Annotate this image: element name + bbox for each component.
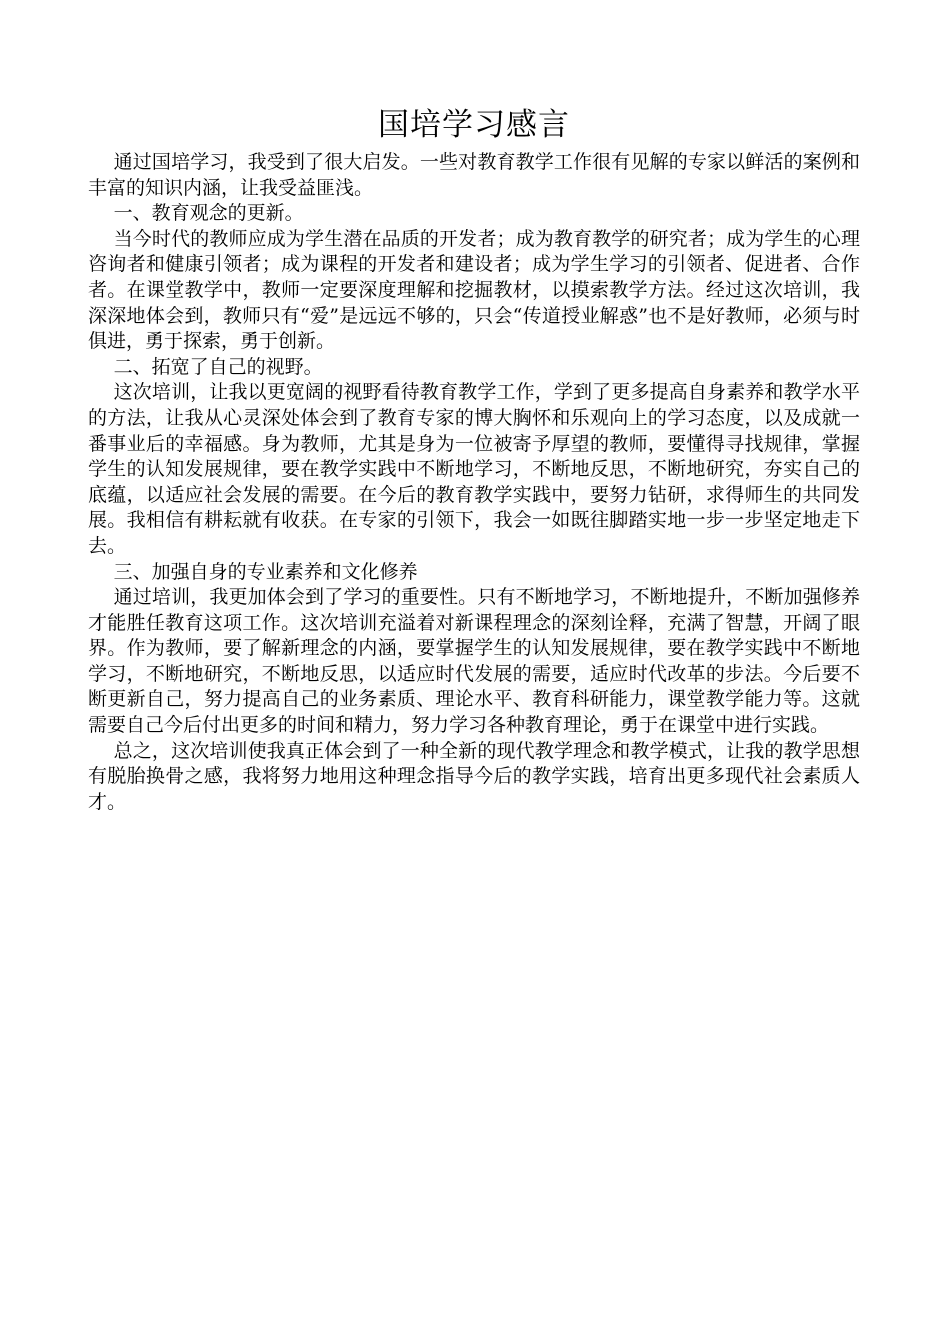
paragraph-section-1: 当今时代的教师应成为学生潜在品质的开发者；成为教育教学的研究者；成为学生的心理咨询者和健康引领者；成为课程的开发者和建设者；成为学生学习的引领者、促进者、合作者。在课堂教学中，教师一定要深度理解和挖掘教材，以摸索教学方法。经过这次培训，我深深地体会到，教师只有“爱”是远远不够的，只会“传道授业解惑”也不是好教师，必须与时俱进，勇于探索，勇于创新。 (88, 227, 860, 353)
section-heading-3: 三、加强自身的专业素养和文化修养 (113, 560, 418, 583)
section-heading-1: 一、教育观念的更新。 (113, 202, 304, 225)
document-body (88, 150, 860, 815)
document-page (88, 100, 860, 815)
section-heading-2: 二、拓宽了自己的视野。 (113, 355, 323, 378)
paragraph-conclusion: 总之，这次培训使我真正体会到了一种全新的现代教学理念和教学模式，让我的教学思想有脱胎换骨之感，我将努力地用这种理念指导今后的教学实践，培育出更多现代社会素质人才。 (88, 739, 860, 813)
paragraph-intro: 通过国培学习，我受到了很大启发。一些对教育教学工作很有见解的专家以鲜活的案例和丰富的知识内涵，让我受益匪浅。 (88, 151, 860, 199)
paragraph-section-3: 通过培训，我更加体会到了学习的重要性。只有不断地学习，不断地提升，不断加强修养才能胜任教育这项工作。这次培训充溢着对新课程理念的深刻诠释，充满了智慧，开阔了眼界。作为教师，要了解新理念的内涵，要掌握学生的认知发展规律，要在教学实践中不断地学习，不断地研究，不断地反思，以适应时代发展的需要，适应时代改革的步法。今后要不断更新自己，努力提高自己的业务素质、理论水平、教育科研能力，课堂教学能力等。这就需要自己今后付出更多的时间和精力，努力学习各种教育理论，勇于在课堂中进行实践。 (88, 586, 860, 737)
paragraph-section-2: 这次培训，让我以更宽阔的视野看待教育教学工作，学到了更多提高自身素养和教学水平的方法，让我从心灵深处体会到了教育专家的博大胸怀和乐观向上的学习态度，以及成就一番事业后的幸福感。身为教师，尤其是身为一位被寄予厚望的教师，要懂得寻找规律，掌握学生的认知发展规律，要在教学实践中不断地学习，不断地反思，不断地研究，夯实自己的底蕴，以适应社会发展的需要。在今后的教育教学实践中，要努力钻研，求得师生的共同发展。我相信有耕耘就有收获。在专家的引领下，我会一如既往脚踏实地一步一步坚定地走下去。 (88, 381, 860, 557)
document-title: 国培学习感言 (378, 107, 570, 143)
